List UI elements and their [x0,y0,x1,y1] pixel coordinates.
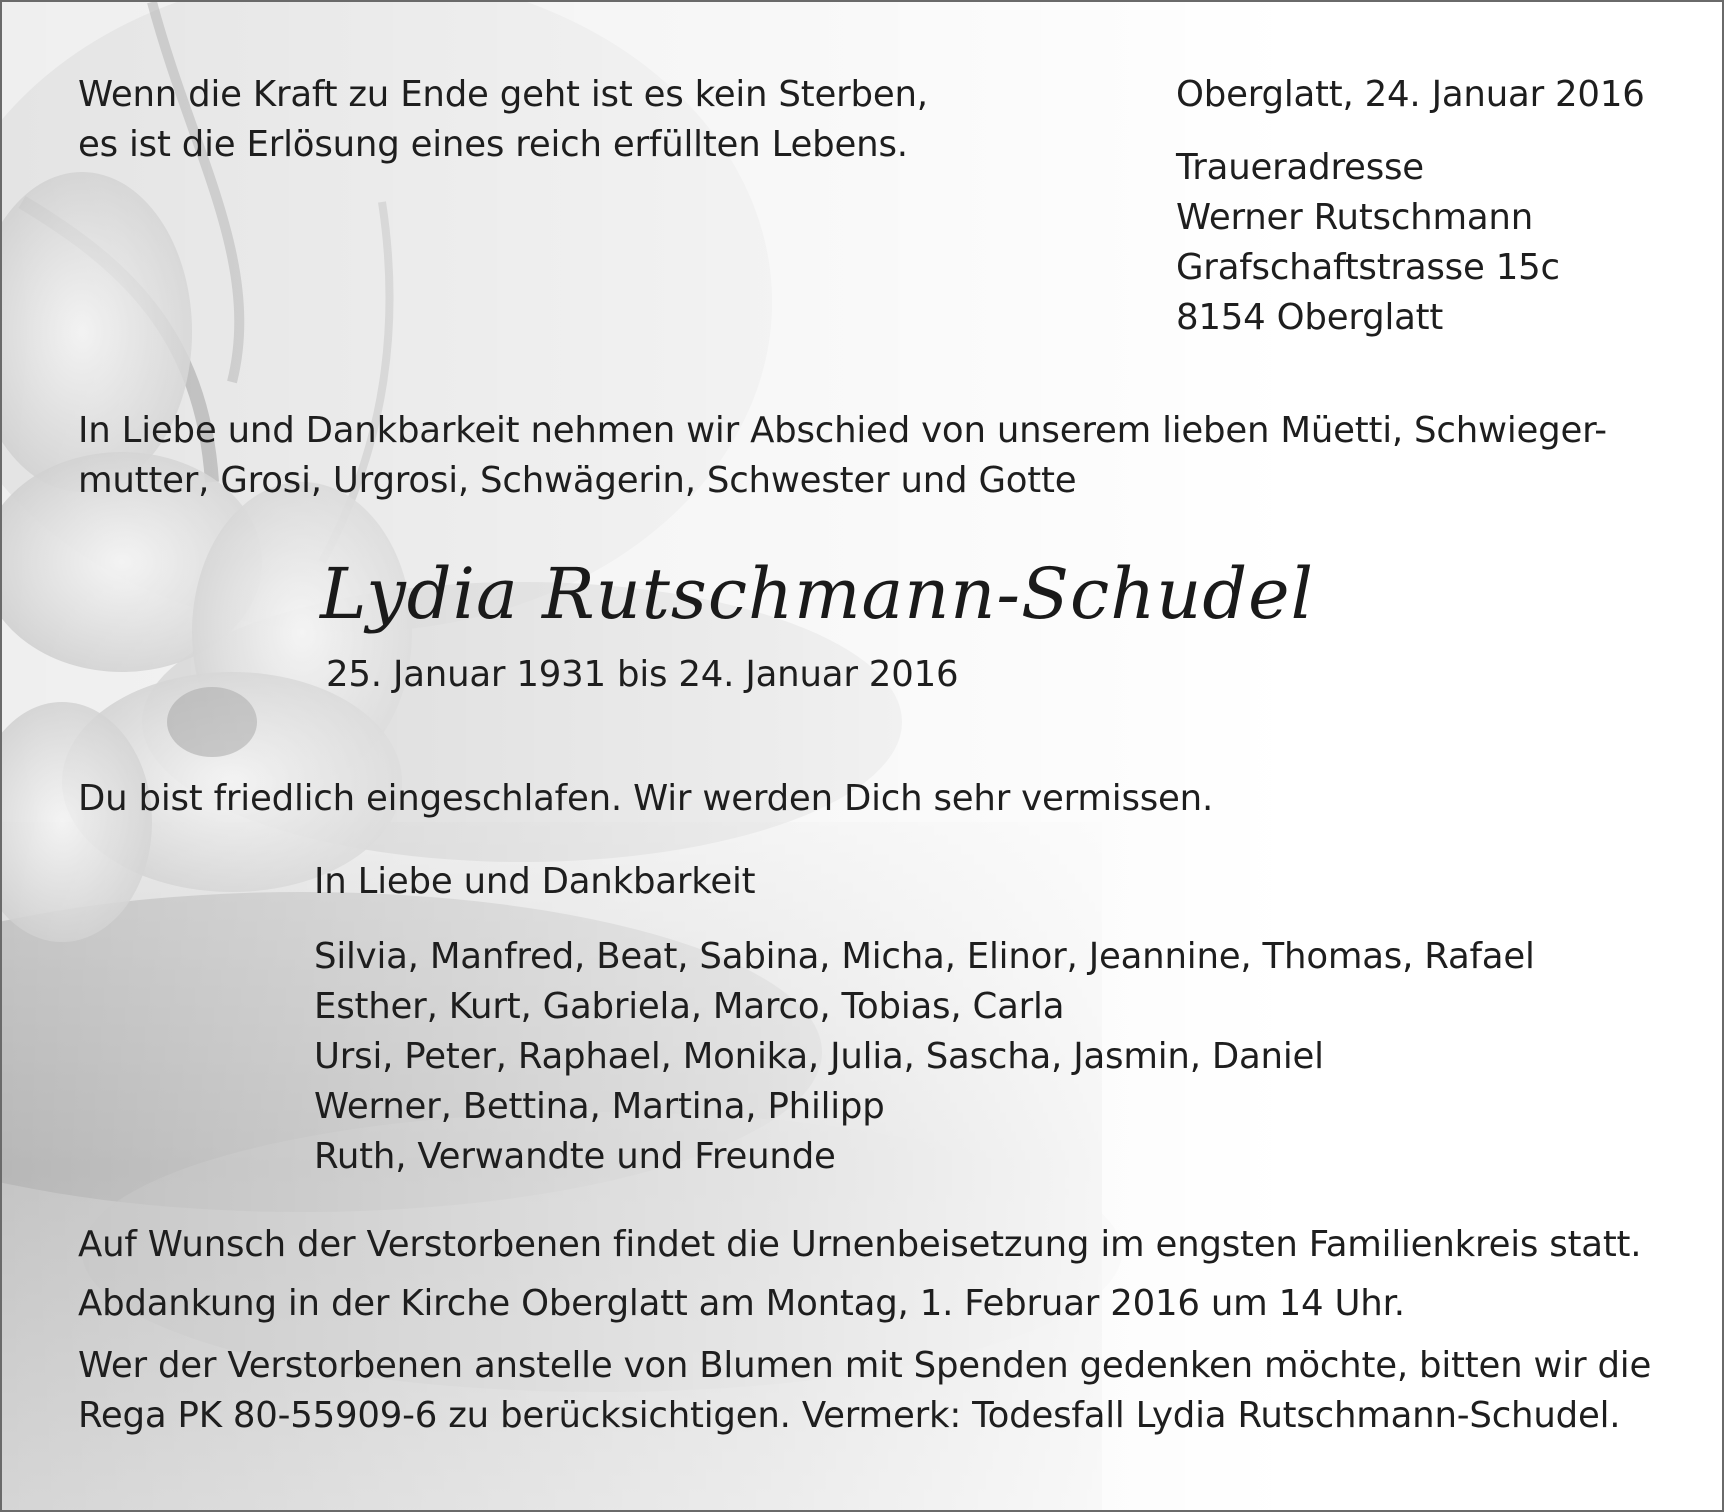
farewell-text: Du bist friedlich eingeschlafen. Wir werden Dich sehr vermissen. [78,778,1214,819]
family-line: Werner, Bettina, Martina, Philipp [314,1086,885,1127]
donation-line: Wer der Verstorbenen anstelle von Blumen mit Spenden gedenken möchte, bitten wir die [78,1345,1652,1386]
address-street: Grafschaftstrasse 15c [1176,247,1560,288]
family-line: Ursi, Peter, Raphael, Monika, Julia, Sascha, Jasmin, Daniel [314,1036,1324,1077]
family-list [314,932,1535,1182]
intro-text [78,406,1607,506]
service-info: Abdankung in der Kirche Oberglatt am Montag, 1. Februar 2016 um 14 Uhr. [78,1283,1405,1324]
motto-verse [78,70,928,170]
donation-info [78,1341,1651,1441]
motto-line: Wenn die Kraft zu Ende geht ist es kein Sterben, [78,74,928,115]
family-line: Esther, Kurt, Gabriela, Marco, Tobias, Carla [314,986,1065,1027]
donation-line: Rega PK 80-55909-6 zu berücksichtigen. Vermerk: Todesfall Lydia Rutschmann-Schudel. [78,1395,1621,1436]
life-dates: 25. Januar 1931 bis 24. Januar 2016 [326,654,959,695]
intro-line: mutter, Grosi, Urgrosi, Schwägerin, Schwester und Gotte [78,460,1077,501]
family-line: Ruth, Verwandte und Freunde [314,1136,836,1177]
motto-line: es ist die Erlösung eines reich erfüllten Lebens. [78,124,908,165]
address-name: Werner Rutschmann [1176,197,1533,238]
address-city: 8154 Oberglatt [1176,297,1444,338]
intro-line: In Liebe und Dankbarkeit nehmen wir Abschied von unserem lieben Müetti, Schwieger- [78,410,1607,451]
burial-info: Auf Wunsch der Verstorbenen findet die Urnenbeisetzung im engsten Familienkreis statt. [78,1224,1642,1265]
address-heading: Traueradresse [1176,147,1424,188]
family-line: Silvia, Manfred, Beat, Sabina, Micha, Elinor, Jeannine, Thomas, Rafael [314,936,1535,977]
deceased-name: Lydia Rutschmann-Schudel [320,553,1314,635]
closing-line: In Liebe und Dankbarkeit [314,861,756,902]
place-date: Oberglatt, 24. Januar 2016 [1176,74,1645,115]
mourning-address [1176,143,1560,343]
